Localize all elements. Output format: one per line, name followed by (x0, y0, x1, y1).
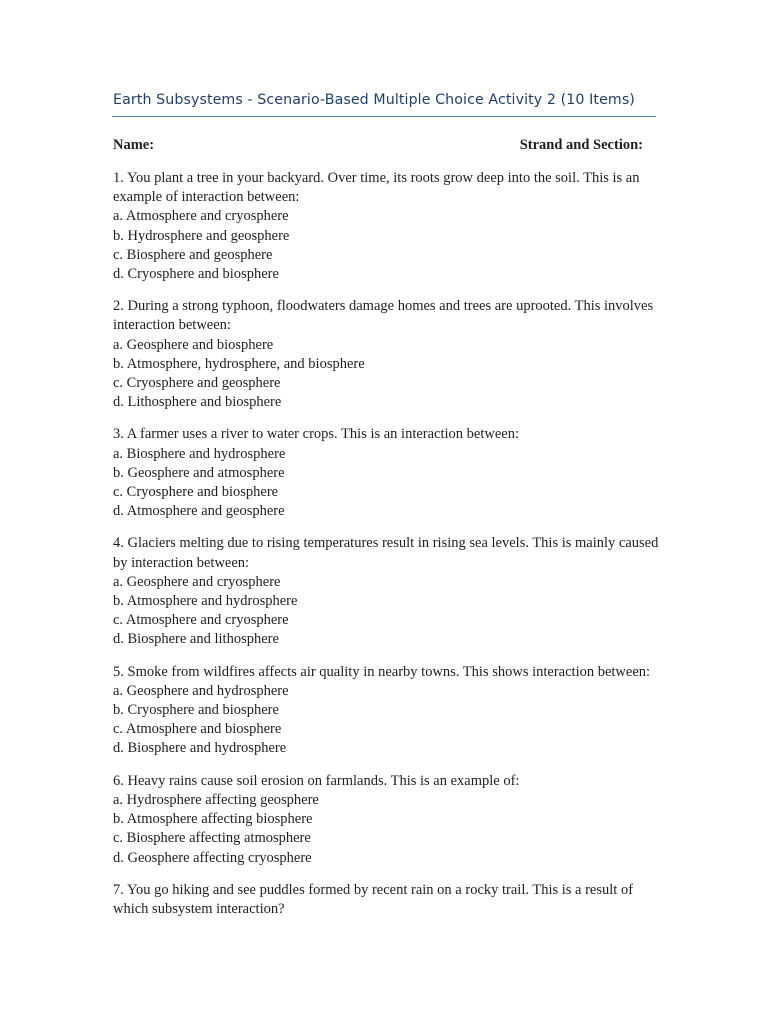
option-b: b. Geosphere and atmosphere (113, 464, 285, 481)
question-3 (113, 425, 661, 521)
option-d: d. Cryosphere and biosphere (113, 266, 279, 283)
option-a: a. Atmosphere and cryosphere (113, 208, 289, 225)
question-text: 4. Glaciers melting due to rising temperatures result in rising sea levels. This is mainly caused by interaction between: (113, 535, 659, 571)
option-d: d. Atmosphere and geosphere (113, 503, 285, 520)
option-d: d. Geosphere affecting cryosphere (113, 849, 312, 866)
option-a: a. Geosphere and cryosphere (113, 573, 281, 590)
question-text: 1. You plant a tree in your backyard. Over time, its roots grow deep into the soil. This is an example of interaction between: (113, 170, 640, 206)
option-b: b. Atmosphere, hydrosphere, and biosphere (113, 355, 365, 372)
question-2 (113, 297, 661, 412)
question-list (113, 169, 661, 932)
question-text: 6. Heavy rains cause soil erosion on farmlands. This is an example of: (113, 772, 520, 789)
question-text: 2. During a strong typhoon, floodwaters damage homes and trees are uprooted. This involves interaction between: (113, 298, 654, 334)
option-c: c. Cryosphere and geosphere (113, 375, 281, 392)
question-4 (113, 534, 661, 649)
option-b: b. Atmosphere and hydrosphere (113, 593, 298, 610)
option-c: c. Atmosphere and cryosphere (113, 612, 289, 629)
document-title: Earth Subsystems - Scenario-Based Multiple Choice Activity 2 (10 Items) (113, 92, 635, 108)
option-b: b. Hydrosphere and geosphere (113, 227, 290, 244)
option-a: a. Biosphere and hydrosphere (113, 445, 286, 462)
option-d: d. Biosphere and hydrosphere (113, 740, 287, 757)
question-1 (113, 169, 661, 284)
option-c: c. Biosphere affecting atmosphere (113, 830, 311, 847)
title-underline (112, 116, 656, 117)
option-a: a. Geosphere and biosphere (113, 336, 274, 353)
question-text: 5. Smoke from wildfires affects air quality in nearby towns. This shows interaction between: (113, 663, 651, 680)
option-c: c. Atmosphere and biosphere (113, 721, 282, 738)
question-5 (113, 663, 661, 759)
question-text: 3. A farmer uses a river to water crops. This is an interaction between: (113, 426, 520, 443)
question-text: 7. You go hiking and see puddles formed by recent rain on a rocky trail. This is a result of which subsystem interaction? (113, 881, 634, 917)
question-6 (113, 772, 661, 868)
question-7 (113, 881, 661, 919)
option-d: d. Lithosphere and biosphere (113, 394, 282, 411)
option-c: c. Biosphere and geosphere (113, 246, 273, 263)
option-b: b. Atmosphere affecting biosphere (113, 811, 313, 828)
option-a: a. Hydrosphere affecting geosphere (113, 791, 319, 808)
name-label: Name: (113, 137, 155, 153)
strand-section-label: Strand and Section: (519, 137, 643, 153)
name-row (113, 137, 643, 154)
option-a: a. Geosphere and hydrosphere (113, 682, 289, 699)
option-b: b. Cryosphere and biosphere (113, 702, 279, 719)
option-d: d. Biosphere and lithosphere (113, 631, 279, 648)
option-c: c. Cryosphere and biosphere (113, 484, 279, 501)
